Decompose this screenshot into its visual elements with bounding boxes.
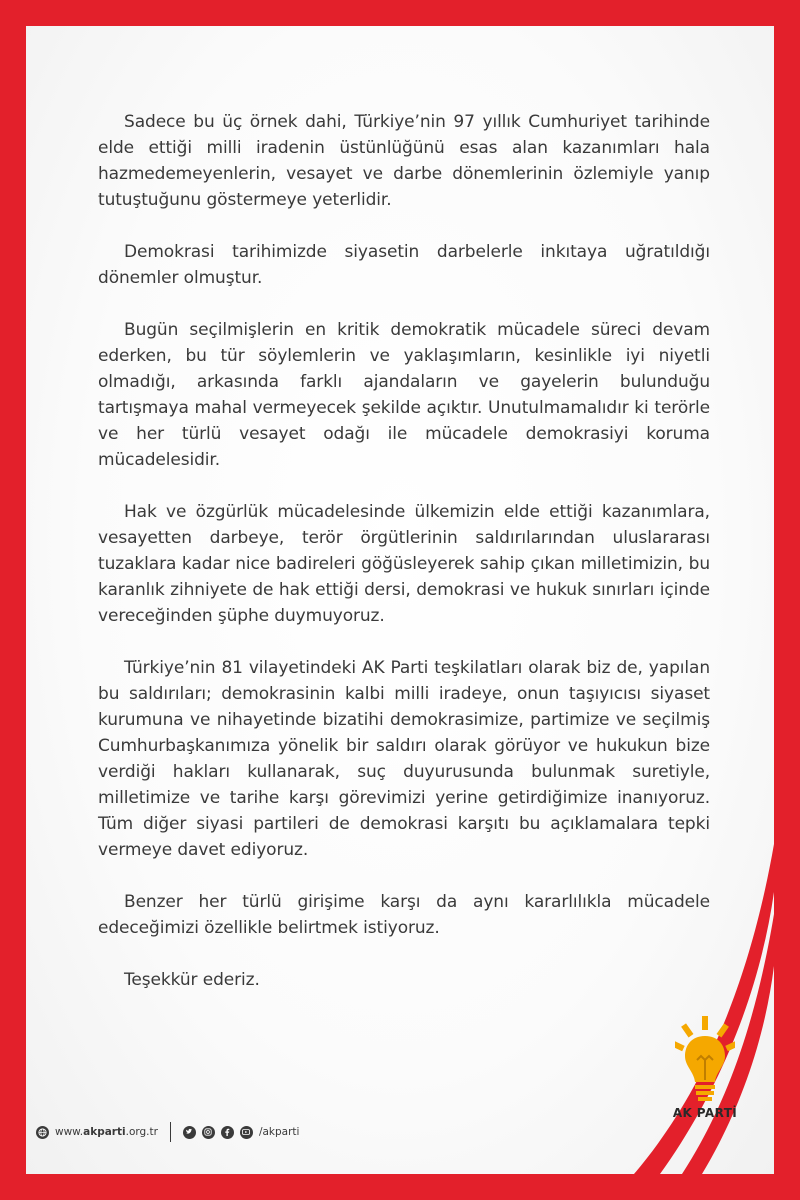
footer: [36, 1121, 299, 1143]
globe-icon[interactable]: [36, 1126, 49, 1139]
youtube-icon[interactable]: [240, 1126, 253, 1139]
twitter-icon[interactable]: [183, 1126, 196, 1139]
website-suffix: .org.tr: [125, 1126, 158, 1138]
letter-body: [98, 109, 710, 1019]
website-link[interactable]: [55, 1126, 158, 1138]
facebook-icon[interactable]: [221, 1126, 234, 1139]
ak-parti-logo: [666, 1014, 744, 1134]
paragraph-4: Hak ve özgürlük mücadelesinde ülkemizin elde ettiği kazanımlara, vesayetten darbeye, terör örgütlerinin saldırılarından uluslararası tuzaklara kadar nice badireleri göğüsleyerek sahip çıkan milletimizin, bu karanlık zihniyete de hak ettiği dersi, demokrasi ve hukuk sınırları içinde vereceğinden şüphe duymuyoruz.: [98, 502, 710, 626]
website-prefix: www.: [55, 1126, 84, 1138]
paragraph-6: Benzer her türlü girişime karşı da aynı kararlılıkla mücadele edeceğimizi özellikle belirtmek istiyoruz.: [98, 892, 710, 938]
website-name: akparti: [83, 1126, 126, 1138]
lightbulb-icon: [675, 1014, 735, 1104]
instagram-icon[interactable]: [202, 1126, 215, 1139]
paragraph-5: Türkiye’nin 81 vilayetindeki AK Parti teşkilatları olarak biz de, yapılan bu saldırıları; demokrasinin kalbi milli iradeye, onun taşıyıcısı siyaset kurumuna ve nihayetinde bizatihi demokrasimize, partimize ve seçilmiş Cumhurbaşkanımıza yönelik bir saldırı olarak görüyor ve hukukun bize verdiği hakları kullanarak, suç duyurusunda bulunmak suretiyle, milletimize ve tarihe karşı görevimizi yerine getirdiğimize inanıyoruz. Tüm diğer siyasi partileri de demokrasi karşıtı bu açıklamalara tepki vermeye davet ediyoruz.: [98, 658, 710, 860]
footer-divider: [170, 1122, 171, 1142]
paragraph-3: Bugün seçilmişlerin en kritik demokratik mücadele süreci devam ederken, bu tür söylemlerin ve yaklaşımların, kesinlikle iyi niyetli olmadığı, arkasında farklı ajandaların ve gayelerin bulunduğu tartışmaya mahal vermeyecek şekilde açıktır. Unutulmamalıdır ki terörle ve her türlü vesayet odağı ile mücadele demokrasiyi koruma mücadelesidir.: [98, 320, 710, 470]
logo-text: AK PARTİ: [672, 1106, 738, 1120]
paragraph-1: Sadece bu üç örnek dahi, Türkiye’nin 97 yıllık Cumhuriyet tarihinde elde ettiği milli iradenin üstünlüğünü esas alan kazanımları hala hazmedemeyenlerin, vesayet ve darbe dönemlerinin özlemiyle yanıp tutuştuğunu göstermeye yeterlidir.: [98, 112, 710, 210]
paragraph-2: Demokrasi tarihimizde siyasetin darbelerle inkıtaya uğratıldığı dönemler olmuştur.: [98, 242, 710, 288]
social-handle[interactable]: /akparti: [258, 1126, 300, 1138]
letter-page: [26, 26, 774, 1174]
closing-line: Teşekkür ederiz.: [124, 970, 260, 990]
